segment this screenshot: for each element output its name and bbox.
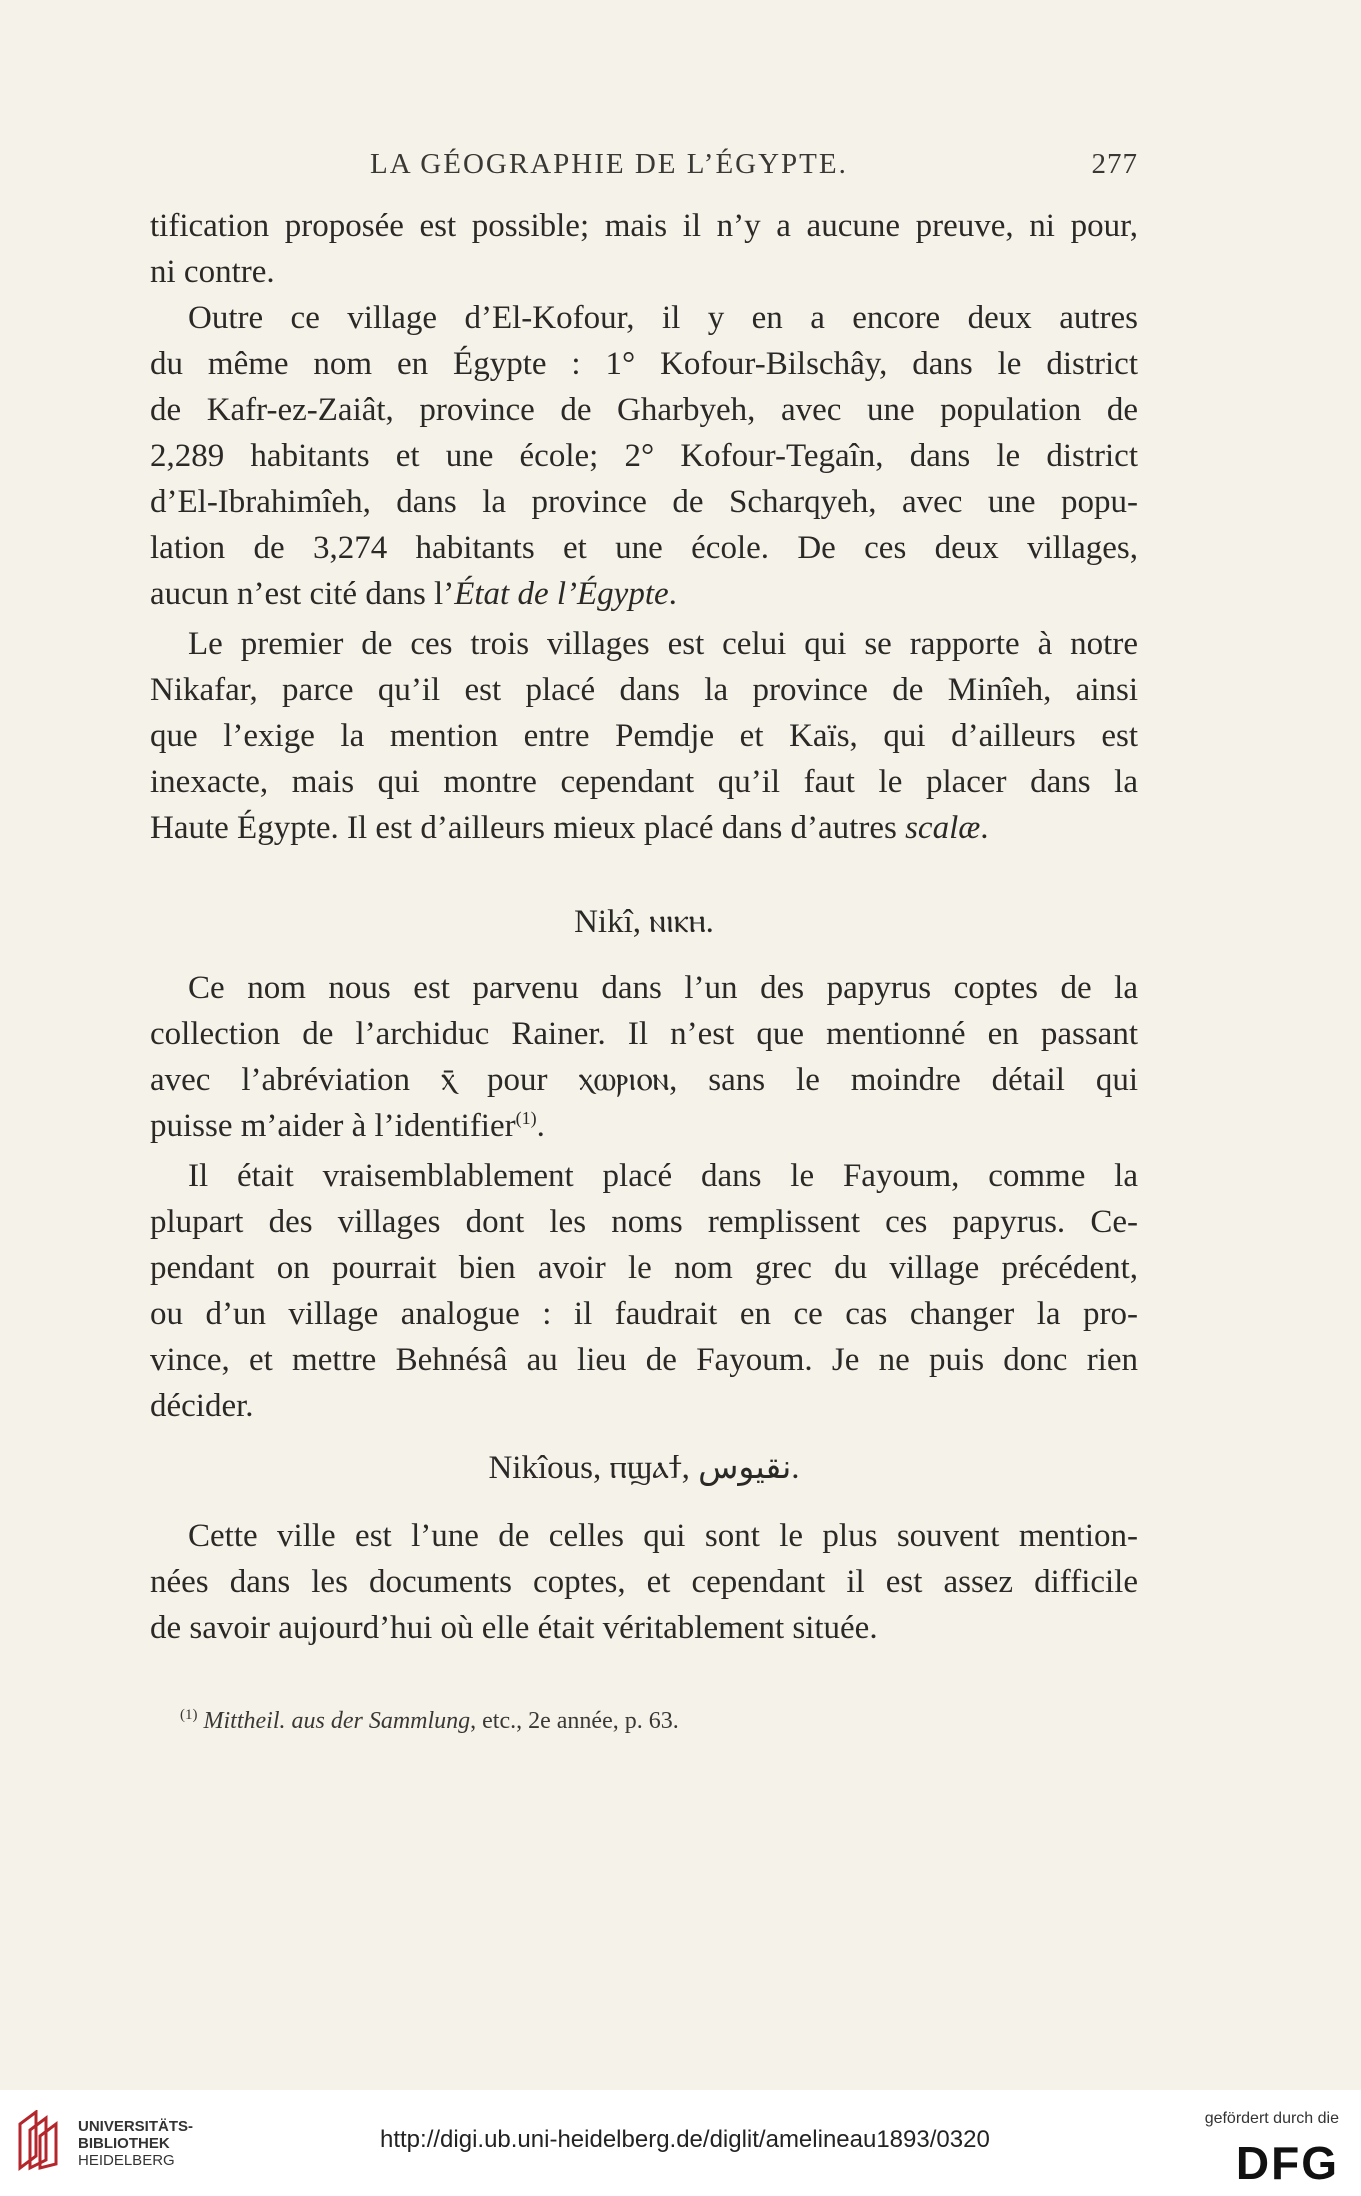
- italic-word: scalæ: [905, 810, 981, 846]
- page-number: 277: [1091, 148, 1138, 180]
- footnote-text: , etc., 2e année, p. 63.: [470, 1708, 679, 1734]
- text-line: Il était vraisemblablement placé dans le Fayoum, comme la: [188, 1158, 1138, 1194]
- text-line: [150, 572, 1138, 616]
- text-segment: puisse m’aider à l’identifier: [150, 1108, 516, 1144]
- text-line: lation de 3,274 habitants et une école. De ces deux villages,: [150, 530, 1138, 566]
- text-line: Le premier de ces trois villages est celui qui se rapporte à notre: [188, 626, 1138, 662]
- text-line: avec l’abréviation ⲭ̄ pour ⲭⲱⲣⲓⲟⲛ, sans le moindre détail qui: [150, 1062, 1138, 1098]
- text-line: plupart des villages dont les noms remplissent ces papyrus. Ce-: [150, 1204, 1138, 1240]
- text-line: vince, et mettre Behnésâ au lieu de Fayoum. Je ne puis donc rien: [150, 1342, 1138, 1378]
- text-line: de Kafr-ez-Zaiât, province de Gharbyeh, avec une population de: [150, 392, 1138, 428]
- text-line: Nikafar, parce qu’il est placé dans la province de Minîeh, ainsi: [150, 672, 1138, 708]
- text-line: de savoir aujourd’hui où elle était véritablement située.: [150, 1610, 878, 1646]
- section-heading: Nikî, ⲛⲓⲕⲏ.: [574, 904, 714, 940]
- text-line: 2,289 habitants et une école; 2° Kofour-Tegaîn, dans le district: [150, 438, 1138, 474]
- library-name: UNIVERSITÄTS- BIBLIOTHEK HEIDELBERG: [78, 2118, 194, 2169]
- text-line: ou d’un village analogue : il faudrait en ce cas changer la pro-: [150, 1296, 1138, 1332]
- text-segment: .: [536, 1108, 545, 1144]
- text-line: [150, 806, 1138, 850]
- text-line: inexacte, mais qui montre cependant qu’il faut le placer dans la: [150, 764, 1138, 800]
- library-logo-icon: [14, 2110, 64, 2172]
- text-line: Cette ville est l’une de celles qui sont le plus souvent mention-: [188, 1518, 1138, 1554]
- text-line: [150, 1104, 1138, 1148]
- text-line: que l’exige la mention entre Pemdje et Kaïs, qui d’ailleurs est: [150, 718, 1138, 754]
- permalink[interactable]: http://digi.ub.uni-heidelberg.de/diglit/amelineau1893/0320: [380, 2126, 990, 2153]
- header-title: LA GÉOGRAPHIE DE L’ÉGYPTE.: [370, 148, 848, 180]
- text-line: décider.: [150, 1388, 254, 1424]
- text-line: Outre ce village d’El-Kofour, il y en a encore deux autres: [188, 300, 1138, 336]
- footnote-ref: (1): [515, 1108, 537, 1128]
- text-segment: Haute Égypte. Il est d’ailleurs mieux placé dans d’autres: [150, 810, 906, 846]
- text-line: tification proposée est possible; mais il n’y a aucune preuve, ni pour,: [150, 208, 1138, 244]
- text-line: nées dans les documents coptes, et cependant il est assez difficile: [150, 1564, 1138, 1600]
- dfg-label: gefördert durch die: [1204, 2110, 1339, 2127]
- footnote-title: Mittheil. aus der Sammlung: [203, 1708, 471, 1734]
- text-line: d’El-Ibrahimîeh, dans la province de Scharqyeh, avec une popu-: [150, 484, 1138, 520]
- viewer-footer: [0, 2090, 1361, 2196]
- footnote-mark: (1): [180, 1707, 198, 1723]
- section-heading: Nikîous, ⲡϣⲁϯ, نقيوس.: [488, 1450, 800, 1486]
- footnote: [180, 1708, 1080, 1735]
- text-segment: .: [668, 576, 677, 612]
- text-line: du même nom en Égypte : 1° Kofour-Bilschây, dans le district: [150, 346, 1138, 382]
- text-segment: aucun n’est cité dans l’: [150, 576, 455, 612]
- text-line: pendant on pourrait bien avoir le nom grec du village précédent,: [150, 1250, 1138, 1286]
- running-header: [150, 148, 1138, 188]
- text-line: Ce nom nous est parvenu dans l’un des papyrus coptes de la: [188, 970, 1138, 1006]
- italic-title: État de l’Égypte: [454, 576, 669, 612]
- dfg-logo: DFG: [1235, 2137, 1339, 2189]
- text-line: collection de l’archiduc Rainer. Il n’est que mentionné en passant: [150, 1016, 1138, 1052]
- text-line: ni contre.: [150, 254, 275, 290]
- text-segment: .: [980, 810, 989, 846]
